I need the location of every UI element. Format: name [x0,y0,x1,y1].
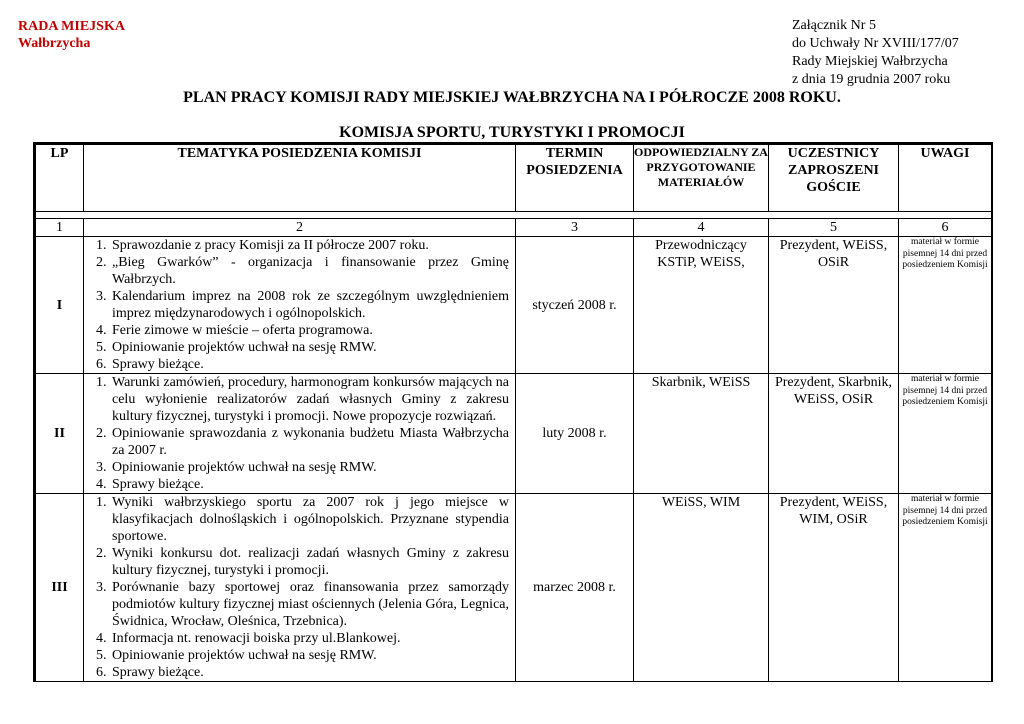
topic-item: 1. Wyniki wałbrzyskiego sportu za 2007 rok j jego miejsce w klasyfikacjach dolnośląskich i ogólnopolskich. Przyznane stypendia sportowe. [110,494,509,545]
row-termin: styczeń 2008 r. [516,237,634,374]
row-lp: III [35,494,84,682]
topic-item: 3. Opiniowanie projektów uchwał na sesję RMW. [110,459,509,476]
row-lp: II [35,374,84,494]
topic-item: 2. „Bieg Gwarków” - organizacja i finansowanie przez Gminę Wałbrzych. [110,254,509,288]
row-odpowiedzialny: Skarbnik, WEiSS [634,374,769,494]
topic-item: 6. Sprawy bieżące. [110,356,509,373]
resolution-date: z dnia 19 grudnia 2007 roku [792,72,951,87]
resolution-number: do Uchwały Nr XVIII/177/07 [792,36,959,51]
topic-item: 2. Opiniowanie sprawozdania z wykonania budżetu Miasta Wałbrzycha za 2007 r. [110,425,509,459]
col-number: 6 [899,219,993,237]
document-title: PLAN PRACY KOMISJI RADY MIEJSKIEJ WAŁBRZYCHA NA I PÓŁROCZE 2008 ROKU. [183,89,841,106]
work-plan-table [33,142,993,682]
table-row [35,374,993,494]
resolution-body: Rady Miejskiej Wałbrzycha [792,54,948,69]
table-row [35,494,993,682]
topic-item: 4. Sprawy bieżące. [110,476,509,493]
council-name-line2: Wałbrzycha [18,36,91,51]
topic-item: 1. Sprawozdanie z pracy Komisji za II półrocze 2007 roku. [110,237,509,254]
topic-item: 1. Warunki zamówień, procedury, harmonogram konkursów mających na celu wyłonienie realizatorów zadań własnych Gminy z zakresu kultury fizycznej, turystyki i promocji. Nowe propozycje rozwiązań. [110,374,509,425]
row-topics [84,494,516,682]
col-header-uczestnicy: UCZESTNICY ZAPROSZENI GOŚCIE [769,144,899,212]
col-header-tematyka: TEMATYKA POSIEDZENIA KOMISJI [84,144,516,212]
attachment-number: Załącznik Nr 5 [792,18,876,33]
topic-item: 3. Kalendarium imprez na 2008 rok ze szczególnym uwzględnieniem imprez międzynarodowych i ogólnopolskich. [110,288,509,322]
topic-item: 5. Opiniowanie projektów uchwał na sesję RMW. [110,647,509,664]
col-number: 1 [35,219,84,237]
table-header-row [35,144,993,212]
topic-item: 4. Ferie zimowe w mieście – oferta programowa. [110,322,509,339]
col-number: 2 [84,219,516,237]
row-termin: luty 2008 r. [516,374,634,494]
row-uwagi: materiał w formie pisemnej 14 dni przed posiedzeniem Komisji [899,494,993,682]
col-header-lp: LP [35,144,84,212]
row-uczestnicy: Prezydent, WEiSS, WIM, OSiR [769,494,899,682]
row-uwagi: materiał w formie pisemnej 14 dni przed posiedzeniem Komisji [899,374,993,494]
row-termin: marzec 2008 r. [516,494,634,682]
header-separator [35,212,993,219]
col-number: 3 [516,219,634,237]
col-header-odpowiedzialny: ODPOWIEDZIALNY ZA PRZYGOTOWANIE MATERIAŁÓW [634,144,769,212]
row-uczestnicy: Prezydent, Skarbnik, WEiSS, OSiR [769,374,899,494]
topic-item: 5. Opiniowanie projektów uchwał na sesję RMW. [110,339,509,356]
work-plan-table-container [33,142,993,682]
col-number: 4 [634,219,769,237]
row-lp: I [35,237,84,374]
topic-item: 3. Porównanie bazy sportowej oraz finansowania przez samorządy podmiotów kultury fizycznej miast ościennych (Jelenia Góra, Legnica, Świdnica, Wrocław, Oleśnica, Trzebnica). [110,579,509,630]
row-topics [84,374,516,494]
topic-item: 2. Wyniki konkursu dot. realizacji zadań własnych Gminy z zakresu kultury fizycznej, turystyki i promocji. [110,545,509,579]
col-number: 5 [769,219,899,237]
row-odpowiedzialny: WEiSS, WIM [634,494,769,682]
row-odpowiedzialny: Przewodniczący KSTiP, WEiSS, [634,237,769,374]
council-name-line1: RADA MIEJSKA [18,19,125,34]
col-header-termin: TERMIN POSIEDZENIA [516,144,634,212]
row-uczestnicy: Prezydent, WEiSS, OSiR [769,237,899,374]
topic-item: 6. Sprawy bieżące. [110,664,509,681]
table-row [35,237,993,374]
col-header-uwagi: UWAGI [899,144,993,212]
row-topics [84,237,516,374]
column-numbers-row [35,219,993,237]
row-uwagi: materiał w formie pisemnej 14 dni przed posiedzeniem Komisji [899,237,993,374]
topic-item: 4. Informacja nt. renowacji boiska przy ul.Blankowej. [110,630,509,647]
attachment-reference [792,17,959,89]
committee-title: KOMISJA SPORTU, TURYSTYKI I PROMOCJI [339,124,685,141]
council-name [18,18,125,52]
